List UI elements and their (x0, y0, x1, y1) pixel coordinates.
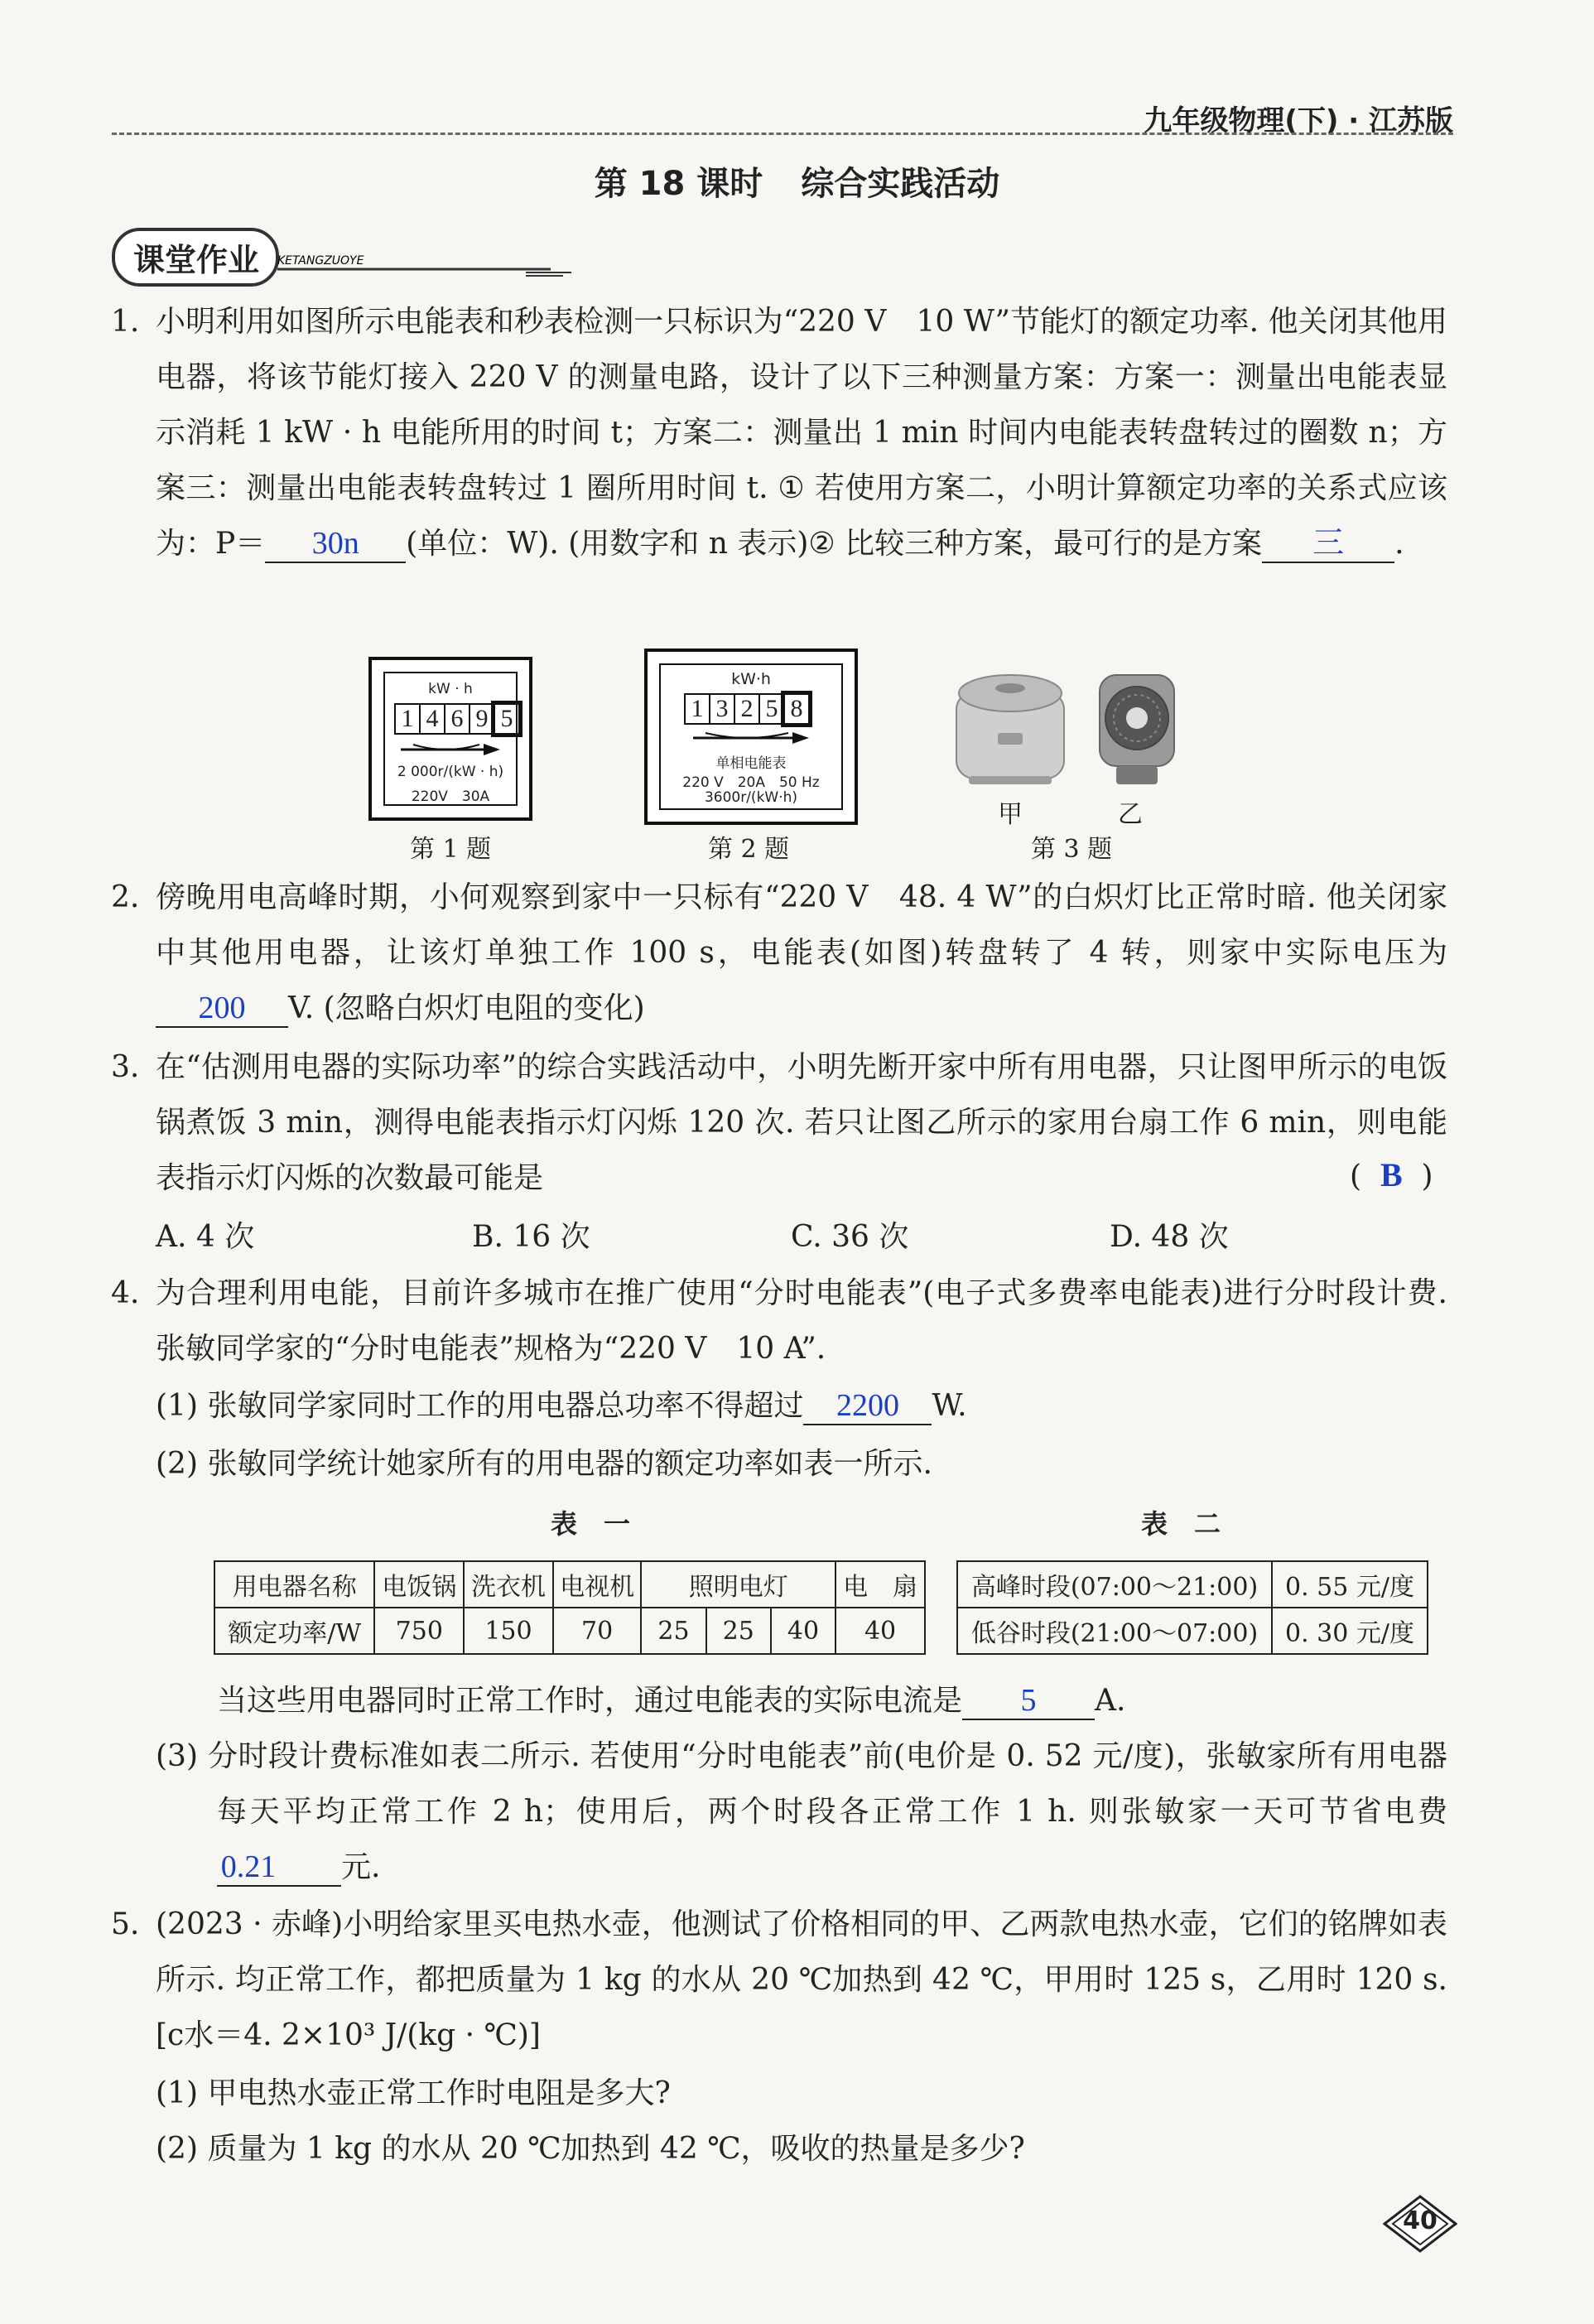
question-5-text: (2023 · 赤峰)小明给家里买电热水壶，他测试了价格相同的甲、乙两款电热水壶，它们的铭牌如表所示. 均正常工作，都把质量为 1 kg 的水从 20 ℃加热到 42 ℃，甲用时 125 s，乙用时 120 s. [c水＝4. 2×10³ J/(kg · ℃)] (156, 1907, 1447, 2052)
question-3-answer[interactable]: B (1380, 1156, 1403, 1193)
meter2-digits: 1 3 2 5 8 (684, 693, 808, 725)
question-1-text-b: (单位：W). (用数字和 n 表示)② 比较三种方案，最可行的是方案 (406, 527, 1263, 561)
figure-2-caption: 第 2 题 (708, 835, 790, 864)
meter-figure-2 (644, 649, 858, 825)
meter1-spec1: 2 000r/(kW · h) (397, 764, 504, 780)
question-4-part-2-current: 当这些用电器同时正常工作时，通过电能表的实际电流是 5 A. (217, 1673, 1442, 1729)
answer-blank-1[interactable]: 30n (265, 525, 406, 563)
question-1-text-c: . (1394, 527, 1404, 561)
answer-blank-q4-2[interactable]: 5 (962, 1682, 1095, 1720)
question-5-part-1: (1) 甲电热水壶正常工作时电阻是多大? (156, 2076, 671, 2110)
badge-pinyin: KETANGZUOYE (277, 254, 364, 268)
question-4-part-3: (3) 分时段计费标准如表二所示. 若使用“分时电能表”前(电价是 0. 52 元/度)，张敏家所有用电器每天平均正常工作 2 h；使用后，两个时段各正常工作 1 h. 则张敏家一天可节省电费0.21 元. (156, 1729, 1447, 1895)
figure-3-caption: 第 3 题 (1031, 835, 1113, 864)
question-2 (111, 870, 1447, 1036)
question-4-number: 4. (111, 1276, 140, 1310)
answer-blank-2[interactable]: 三 (1262, 525, 1394, 563)
answer-blank-q4-3[interactable]: 0.21 (217, 1849, 341, 1887)
question-1-number: 1. (111, 305, 140, 339)
rice-cooker-image (952, 667, 1068, 791)
question-3-text: 在“估测用电器的实际功率”的综合实践活动中，小明先断开家中所有用电器，只让图甲所示的电饭锅煮饭 3 min，测得电能表指示灯闪烁 120 次. 若只让图乙所示的家用台扇工作 6 min，则电能表指示灯闪烁的次数最可能是 (156, 1050, 1447, 1195)
meter1-spec2: 220V 30A (411, 788, 490, 805)
book-header: 九年级物理(下) · 江苏版 (1144, 104, 1453, 137)
page-number: 40 (1403, 2206, 1437, 2235)
lesson-number: 第 18 课时 (594, 165, 763, 203)
table-1-value-row: 额定功率/W 750 150 70 25 25 40 40 (214, 1608, 925, 1654)
meter2-type: 单相电能表 (715, 755, 787, 772)
page-number-badge (1383, 2195, 1457, 2253)
table-1 (214, 1560, 926, 1655)
badge-decoration (277, 253, 575, 277)
question-3-answer-bracket: ( B ) (1350, 1156, 1433, 1193)
figure-3-label-a: 甲 (998, 800, 1023, 829)
figure-1-caption: 第 1 题 (410, 835, 492, 864)
table-2 (956, 1560, 1428, 1655)
answer-blank-q4-1[interactable]: 2200 (803, 1387, 932, 1425)
section-badge (112, 228, 364, 282)
table-2-row-valley: 低谷时段(21:00～07:00) 0. 30 元/度 (957, 1608, 1428, 1654)
option-c[interactable]: C. 36 次 (791, 1220, 909, 1254)
question-1-text-a: 小明利用如图所示电能表和秒表检测一只标识为“220 V 10 W”节能灯的额定功率. 他关闭其他用电器，将该节能灯接入 220 V 的测量电路，设计了以下三种测量方案：方案一：测量出电能表显示消耗 1 kW · h 电能所用的时间 t；方案二：测量出 1 min 时间内电能表转盘转过的圈数 n；方案三：测量出电能表转盘转过 1 圈所用时间 t. ① 若使用方案二，小明计算额定功率的关系式应该为：P＝ (156, 305, 1447, 561)
question-4-intro (111, 1266, 1447, 1377)
option-d[interactable]: D. 48 次 (1110, 1220, 1229, 1254)
question-3-number: 3. (111, 1050, 140, 1084)
lesson-title (0, 157, 1594, 205)
question-4-intro-text: 为合理利用电能，目前许多城市在推广使用“分时电能表”(电子式多费率电能表)进行分时段计费. 张敏同学家的“分时电能表”规格为“220 V 10 A”. (156, 1276, 1447, 1366)
figure-3-label-b: 乙 (1118, 800, 1143, 829)
lesson-name: 综合实践活动 (801, 165, 1000, 203)
question-2-text-a: 傍晚用电高峰时期，小何观察到家中一只标有“220 V 48. 4 W”的白炽灯比正常时暗. 他关闭家中其他用电器，让该灯单独工作 100 s，电能表(如图)转盘转了 4 转，则家中实际电压为 (156, 880, 1447, 970)
table-1-header-row: 用电器名称 电饭锅 洗衣机 电视机 照明电灯 电 扇 (214, 1561, 925, 1608)
meter2-spec2: 3600r/(kW·h) (704, 789, 798, 806)
meter2-arrow-icon (689, 730, 813, 746)
option-b[interactable]: B. 16 次 (472, 1220, 590, 1254)
question-4-part-1: (1) 张敏同学家同时工作的用电器总功率不得超过 2200 W. (156, 1378, 1447, 1434)
meter2-spec1: 220 V 20A 50 Hz (682, 774, 820, 791)
meter-figure-1 (368, 657, 532, 821)
question-4-part-2: (2) 张敏同学统计她家所有的用电器的额定功率如表一所示. (156, 1447, 932, 1481)
question-5 (111, 1897, 1447, 2063)
desk-fan-image (1091, 667, 1182, 791)
answer-blank-q2[interactable]: 200 (156, 990, 288, 1028)
table-2-row-peak: 高峰时段(07:00～21:00) 0. 55 元/度 (957, 1561, 1428, 1608)
question-2-number: 2. (111, 880, 140, 914)
question-2-text-b: V. (忽略白炽灯电阻的变化) (288, 991, 645, 1025)
question-1 (111, 294, 1447, 571)
table-1-title: 表 一 (551, 1508, 631, 1540)
table-2-title: 表 二 (1141, 1508, 1221, 1540)
meter1-unit: kW · h (428, 681, 473, 697)
question-5-number: 5. (111, 1907, 140, 1941)
question-3 (111, 1039, 1447, 1206)
question-5-part-2: (2) 质量为 1 kg 的水从 20 ℃加热到 42 ℃，吸收的热量是多少? (156, 2132, 1025, 2166)
meter1-arrow-icon (397, 741, 504, 758)
header-divider (112, 133, 1453, 135)
meter2-unit: kW·h (731, 670, 771, 688)
meter1-digits: 1 4 6 9 5 (394, 703, 518, 735)
section-badge-label: 课堂作业 (112, 228, 279, 287)
option-a[interactable]: A. 4 次 (156, 1220, 255, 1254)
